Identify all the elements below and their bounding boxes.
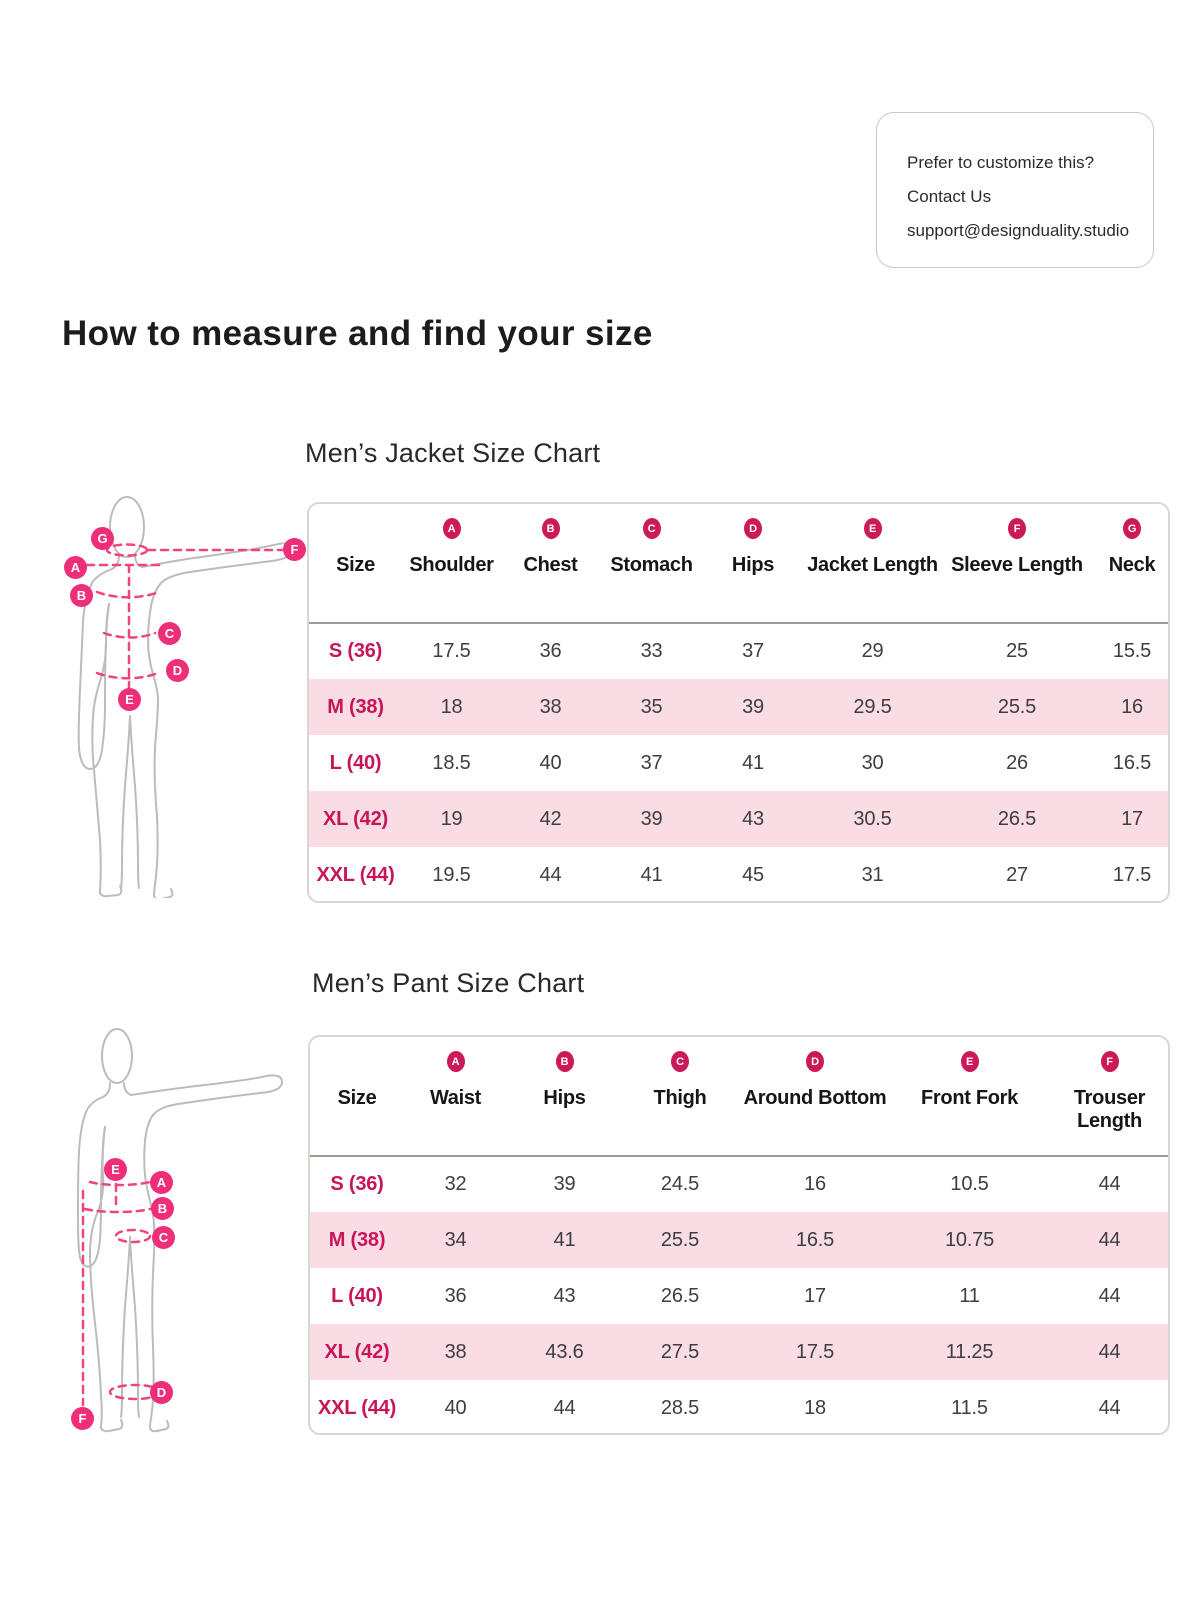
measurement-value: 29 <box>861 640 884 662</box>
measurement-value: 44 <box>553 1396 576 1419</box>
column-header-size <box>309 504 402 623</box>
figure-badge-g: G <box>91 527 114 550</box>
measurement-value: 39 <box>640 807 663 830</box>
column-label: Thigh <box>653 1087 707 1109</box>
measurement-value: 36 <box>539 640 562 662</box>
measure-letter-badge-e: E <box>864 518 882 539</box>
measure-letter-badge-c: C <box>671 1051 689 1072</box>
measurement-value: 35 <box>640 695 663 718</box>
column-header-chest <box>501 504 600 623</box>
figure-badge-d: D <box>150 1381 173 1404</box>
measurement-value: 11 <box>959 1284 980 1307</box>
measurement-value: 34 <box>444 1228 467 1251</box>
column-label: Jacket Length <box>807 554 938 576</box>
measurement-value: 27 <box>1006 863 1028 886</box>
measurement-value: 11.25 <box>945 1340 994 1363</box>
size-row-l-40 <box>309 735 1170 791</box>
column-header-shoulder <box>402 504 501 623</box>
measurement-value: 43 <box>553 1284 576 1307</box>
measurement-value: 40 <box>539 751 562 774</box>
measurement-value: 16.5 <box>795 1228 835 1251</box>
measurement-value: 24.5 <box>660 1173 700 1195</box>
size-row-l-40 <box>310 1268 1170 1324</box>
column-label: Waist <box>429 1087 482 1109</box>
body-outline-illustration <box>42 478 302 898</box>
measurement-value: 25.5 <box>660 1228 700 1251</box>
measurement-value: 44 <box>1098 1340 1121 1363</box>
column-header-hips <box>703 504 803 623</box>
measurement-value: 17 <box>804 1284 826 1307</box>
size-row-xxl-44 <box>310 1380 1170 1435</box>
measurement-value: 37 <box>640 751 663 774</box>
column-header-trouser-length <box>1047 1037 1170 1156</box>
column-label: Hips <box>731 554 775 576</box>
figure-badge-b: B <box>151 1197 174 1220</box>
size-row-s-36 <box>309 623 1170 679</box>
size-row-m-38 <box>309 679 1170 735</box>
size-label: M (38) <box>328 1228 386 1251</box>
measurement-value: 17 <box>1121 807 1143 830</box>
size-label: XL (42) <box>323 807 388 830</box>
column-header-size <box>310 1037 404 1156</box>
figure-badge-a: A <box>150 1171 173 1194</box>
measurement-value: 41 <box>553 1228 576 1251</box>
column-header-stomach <box>600 504 703 623</box>
column-header-thigh <box>622 1037 738 1156</box>
jacket-size-table <box>307 502 1170 903</box>
column-header-around-bottom <box>738 1037 892 1156</box>
figure-left-torso-leg-outline <box>90 1127 105 1425</box>
contact-box <box>876 112 1154 268</box>
size-row-xl-42 <box>309 791 1170 847</box>
figure-left-torso-leg-outline <box>92 604 109 890</box>
measurement-value: 39 <box>553 1173 576 1195</box>
figure-badge-f: F <box>71 1407 94 1430</box>
measurement-value: 19 <box>440 807 463 830</box>
size-label: XXL (44) <box>316 863 395 886</box>
column-header-waist <box>404 1037 507 1156</box>
header-row <box>309 504 1170 623</box>
figure-badge-b: B <box>70 584 93 607</box>
measurement-value: 10.5 <box>950 1173 989 1195</box>
measure-letter-badge-a: A <box>447 1051 465 1072</box>
measurement-value: 16 <box>804 1173 826 1195</box>
measure-letter-badge-e: E <box>961 1051 979 1072</box>
jacket-measure-figure <box>42 478 302 898</box>
measurement-value: 26.5 <box>997 807 1037 830</box>
figure-left-foot <box>101 1420 123 1431</box>
measure-letter-badge-b: B <box>542 518 560 539</box>
measure-letter-badge-a: A <box>443 518 461 539</box>
size-label: XL (42) <box>324 1340 390 1363</box>
column-label: Hips <box>543 1087 586 1109</box>
measurement-value: 38 <box>444 1340 467 1363</box>
measurement-value: 42 <box>539 807 562 830</box>
figure-left-foot <box>100 886 122 896</box>
measurement-value: 17.5 <box>795 1340 835 1363</box>
pant-measure-figure <box>42 1005 302 1435</box>
measurement-value: 26 <box>1006 751 1028 774</box>
size-label: S (36) <box>328 640 383 662</box>
column-label: Size <box>337 1087 377 1109</box>
figure-inner-right-leg <box>130 716 139 888</box>
measurement-value: 17.5 <box>1112 863 1152 886</box>
contact-question: Prefer to customize this? <box>907 153 1095 172</box>
measurement-value: 16.5 <box>1112 751 1152 774</box>
column-header-front-fork <box>892 1037 1047 1156</box>
measurement-value: 11.5 <box>951 1396 988 1419</box>
measurement-value: 30 <box>861 751 884 774</box>
figure-inner-right-leg <box>130 1237 139 1417</box>
figure-right-foot <box>154 889 172 898</box>
jacket-chart-title: Men’s Jacket Size Chart <box>305 438 601 468</box>
measurement-value: 18 <box>440 695 463 718</box>
measure-letter-badge-d: D <box>744 518 762 539</box>
measurement-value: 31 <box>861 863 884 886</box>
column-header-jacket-length <box>803 504 942 623</box>
column-label: Around Bottom <box>743 1087 887 1109</box>
size-label: L (40) <box>329 751 382 774</box>
measure-letter-badge-d: D <box>806 1051 824 1072</box>
measurement-value: 43.6 <box>545 1340 584 1363</box>
size-label: M (38) <box>327 695 384 718</box>
figure-head <box>110 497 144 557</box>
column-header-neck <box>1092 504 1170 623</box>
measurement-value: 28.5 <box>660 1396 700 1419</box>
measurement-value: 27.5 <box>660 1340 700 1363</box>
body-outline-illustration <box>42 1005 302 1435</box>
pant-chart-title: Men’s Pant Size Chart <box>312 968 585 998</box>
measure-letter-badge-f: F <box>1101 1051 1119 1072</box>
measurement-value: 43 <box>742 807 764 830</box>
figure-badge-d: D <box>166 659 189 682</box>
figure-badge-c: C <box>158 622 181 645</box>
measurement-value: 33 <box>640 640 663 662</box>
column-label: Sleeve Length <box>951 554 1083 576</box>
figure-badge-a: A <box>64 556 87 579</box>
measurement-value: 26.5 <box>660 1284 700 1307</box>
measurement-value: 38 <box>539 695 562 718</box>
measurement-value: 44 <box>1098 1284 1121 1307</box>
measurement-value: 40 <box>444 1396 467 1419</box>
measurement-value: 29.5 <box>853 695 892 718</box>
measure-letter-badge-g: G <box>1123 518 1141 539</box>
thigh-measure-line <box>116 1230 150 1242</box>
size-row-s-36 <box>310 1156 1170 1212</box>
size-label: S (36) <box>330 1173 384 1195</box>
size-row-m-38 <box>310 1212 1170 1268</box>
size-row-xxl-44 <box>309 847 1170 903</box>
column-header-hips <box>507 1037 622 1156</box>
measure-letter-badge-b: B <box>556 1051 574 1072</box>
measurement-value: 45 <box>742 863 764 886</box>
waist-measure-line <box>90 1182 150 1185</box>
figure-right-arm-torso-outline <box>124 1075 282 1427</box>
measurement-value: 41 <box>640 863 663 886</box>
measure-letter-badge-f: F <box>1008 518 1026 539</box>
hips-measure-line <box>85 1209 150 1212</box>
column-label: Chest <box>523 554 578 576</box>
figure-badge-f: F <box>283 538 306 561</box>
contact-us-label: Contact Us <box>907 187 992 206</box>
measurement-value: 18 <box>804 1396 826 1419</box>
measurement-value: 32 <box>444 1173 467 1195</box>
figure-badge-e: E <box>118 688 141 711</box>
measurement-value: 44 <box>1098 1228 1121 1251</box>
measurement-value: 10.75 <box>944 1228 995 1251</box>
measurement-value: 37 <box>742 640 764 662</box>
measurement-value: 19.5 <box>432 863 471 886</box>
size-label: XXL (44) <box>317 1396 397 1419</box>
size-label: L (40) <box>331 1284 383 1307</box>
measurement-value: 41 <box>742 751 764 774</box>
measurement-value: 39 <box>742 695 764 718</box>
measurement-value: 44 <box>1098 1396 1121 1419</box>
figure-inner-left-leg <box>121 1237 130 1417</box>
column-label: Front Fork <box>921 1087 1018 1109</box>
figure-right-foot <box>150 1421 168 1431</box>
column-label: Trouser Length <box>1073 1087 1146 1132</box>
figure-badge-c: C <box>152 1226 175 1249</box>
column-label: Size <box>336 554 375 576</box>
measurement-value: 25 <box>1006 640 1028 662</box>
figure-badge-e: E <box>104 1158 127 1181</box>
page-title: How to measure and find your size <box>62 314 653 353</box>
measure-letter-badge-c: C <box>643 518 661 539</box>
measurement-value: 18.5 <box>432 751 471 774</box>
measurement-value: 44 <box>539 863 562 886</box>
column-label: Stomach <box>610 554 693 576</box>
contact-email: support@designduality.studio <box>907 221 1130 240</box>
pant-size-table <box>308 1035 1170 1435</box>
column-label: Neck <box>1108 554 1156 576</box>
size-row-xl-42 <box>310 1324 1170 1380</box>
measurement-value: 16 <box>1121 695 1143 718</box>
measurement-value: 15.5 <box>1112 640 1152 662</box>
measurement-value: 36 <box>444 1284 467 1307</box>
measurement-value: 44 <box>1098 1173 1121 1195</box>
measurement-value: 17.5 <box>432 640 471 662</box>
figure-inner-left-leg <box>121 716 130 888</box>
column-header-sleeve-length <box>942 504 1092 623</box>
figure-right-arm-torso-outline <box>135 543 293 895</box>
measurement-value: 30.5 <box>853 807 892 830</box>
column-label: Shoulder <box>409 554 494 576</box>
figure-head <box>102 1029 132 1083</box>
measurement-value: 25.5 <box>997 695 1037 718</box>
header-row <box>310 1037 1170 1156</box>
